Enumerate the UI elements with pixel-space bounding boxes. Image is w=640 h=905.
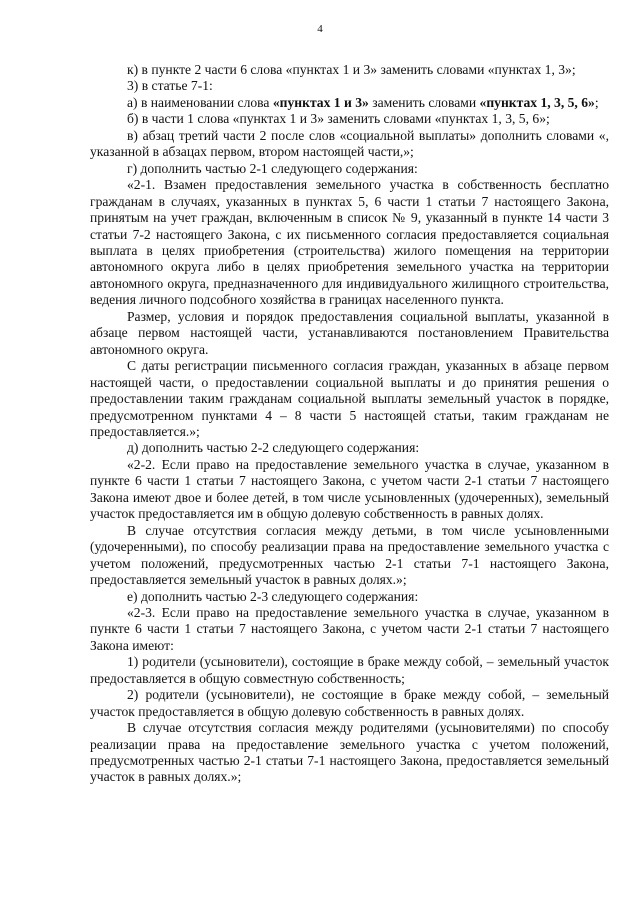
paragraph: б) в части 1 слова «пунктах 1 и 3» заменить словами «пунктах 1, 3, 5, 6»;: [127, 111, 550, 127]
paragraph: к) в пункте 2 части 6 слова «пунктах 1 и 3» заменить словами «пунктах 1, 3»;: [127, 62, 576, 77]
paragraph: е) дополнить частью 2-3 следующего содержания:: [127, 588, 419, 604]
paragraph: С даты регистрации письменного согласия граждан, указанных в абзаце первом настоящей части, о предоставлении социальной выплаты и до принятия решения о предоставлении таким гражданам социальной выплаты земельный участок в порядке, предусмотренном пунктами 4 – 8 части 5 настоящей статьи, таким гражданам не предоставляется.»;: [90, 358, 609, 439]
paragraph: «2-1. Взамен предоставления земельного участка в собственность бесплатно гражданам в случаях, указанных в пунктах 5, 6 части 1 статьи 7 настоящего Закона, принятым на учет граждан, включенным в список № 9, указанный в пункте 14 части 3 статьи 7-2 настоящего Закона, с их письменного согласия предоставляется социальная выплата в целях приобретения (строительства) жилого помещения на территории автономного округа либо в целях приобретения земельного участка на территории автономного округа, предназначенного для индивидуального жилищного строительства, ведения личного подсобного хозяйства в границах населенного пункта.: [90, 177, 609, 308]
paragraph: Размер, условия и порядок предоставления социальной выплаты, указанной в абзаце первом настоящей части, устанавливаются постановлением Правительства автономного округа.: [90, 308, 609, 357]
paragraph-text: ;: [594, 94, 599, 110]
paragraph: В случае отсутствия согласия между детьми, в том числе усыновленными (удочеренными), по способу реализации права на предоставление земельного участка с учетом положений, предусмотренных частью 2-1 статьи 7-1 настоящего Закона, предоставляется земельный участок в равных долях.»;: [90, 522, 609, 588]
paragraph: 1) родители (усыновители), состоящие в браке между собой, – земельный участок предоставляется в общую совместную собственность;: [90, 654, 609, 686]
paragraph: в) абзац третий части 2 после слов «социальной выплаты» дополнить словами «, указанной в абзацах первом, втором настоящей части,»;: [90, 127, 609, 160]
paragraph-text: заменить словами: [368, 94, 480, 110]
paragraph: 3) в статье 7-1:: [127, 78, 213, 94]
bold-quote: «пунктах 1 и 3»: [272, 94, 369, 110]
paragraph-text: а) в наименовании слова: [127, 94, 273, 110]
paragraph: д) дополнить частью 2-2 следующего содержания:: [127, 440, 420, 456]
document-body: [90, 62, 609, 786]
paragraph: «2-2. Если право на предоставление земельного участка в случае, указанном в пункте 6 части 1 статьи 7 настоящего Закона, с учетом части 2-1 статьи 7 настоящего Закона имеют двое и более детей, в том числе усыновленных (удочеренных), земельный участок предоставляется им в общую долевую собственность в равных долях.: [90, 456, 609, 522]
paragraph: 2) родители (усыновители), не состоящие в браке между собой, – земельный участок предоставляется в общую долевую собственность в равных долях.: [90, 687, 609, 719]
paragraph: [90, 95, 609, 111]
page-number: 4: [317, 23, 323, 35]
paragraph: В случае отсутствия согласия между родителями (усыновителями) по способу реализации права на предоставление земельного участка с учетом положений, предусмотренных частью 2-1 статьи 7-1 настоящего Закона, предоставляется земельный участок в равных долях.»;: [90, 720, 609, 785]
paragraph: «2-3. Если право на предоставление земельного участка в случае, указанном в пункте 6 части 1 статьи 7 настоящего Закона, с учетом части 2-1 статьи 7 настоящего Закона имеют:: [90, 604, 609, 653]
paragraph: г) дополнить частью 2-1 следующего содержания:: [127, 160, 418, 176]
bold-quote: «пунктах 1, 3, 5, 6»: [479, 94, 595, 110]
